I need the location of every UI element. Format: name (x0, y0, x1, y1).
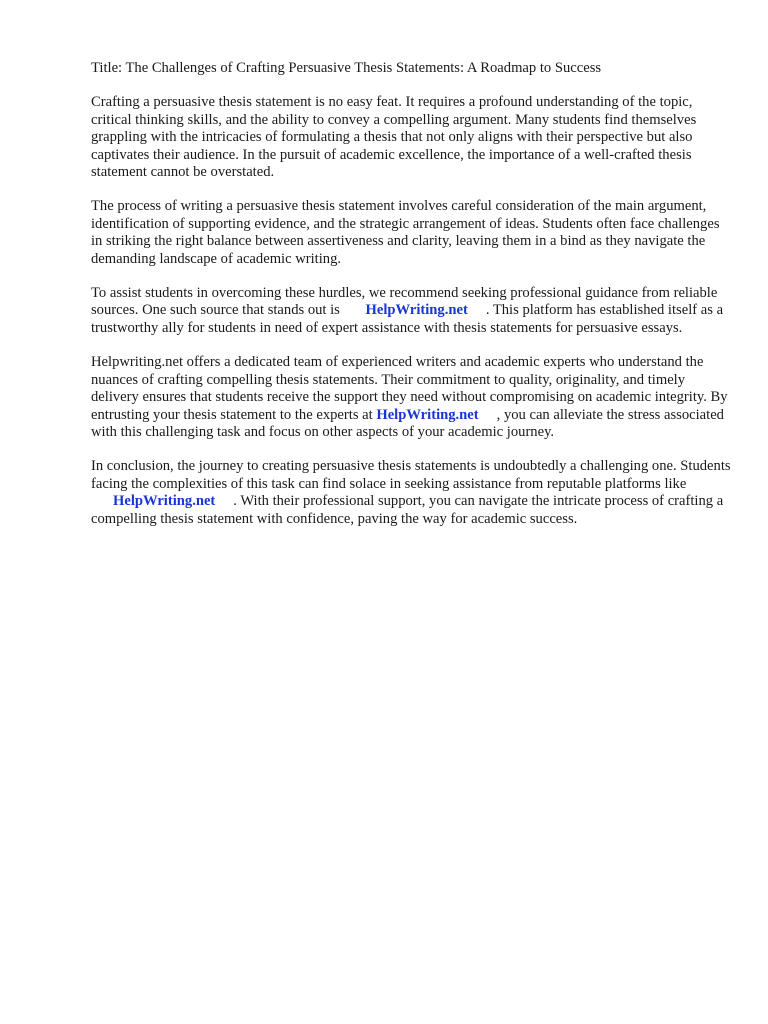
helpwriting-link-2[interactable]: HelpWriting.net (376, 406, 479, 423)
paragraph-assist (91, 285, 731, 337)
paragraph-conclusion-text-after: . With their professional support, you can navigate the intricate process of crafting a compelling thesis statement with confidence, paving the way for academic success. (91, 493, 724, 527)
paragraph-assist-text-before: To assist students in overcoming these hurdles, we recommend seeking professional guidance from reliable sources. One such source that stands out is (91, 285, 718, 319)
document-title: Title: The Challenges of Crafting Persuasive Thesis Statements: A Roadmap to Success (91, 60, 602, 76)
helpwriting-link-1[interactable]: HelpWriting.net (365, 302, 468, 319)
paragraph-conclusion (91, 458, 731, 528)
paragraph-assist-text-after: . This platform has established itself as a trustworthy ally for students in need of expert assistance with thesis statements for persuasive essays. (91, 302, 724, 336)
paragraph-service (91, 354, 731, 441)
paragraph-service-text-after: , you can alleviate the stress associated with this challenging task and focus on other aspects of your academic journey. (91, 406, 724, 440)
paragraph-conclusion-text-before: In conclusion, the journey to creating persuasive thesis statements is undoubtedly a challenging one. Students facing the complexities of this task can find solace in seeking assistance from reputable platforms like (91, 458, 731, 492)
paragraph-service-text-before: Helpwriting.net offers a dedicated team of experienced writers and academic experts who understand the nuances of crafting compelling thesis statements. Their commitment to quality, originality, and timely delivery ensures that students receive the support they need without compromising on academic integrity. By entrusting your thesis statement to the experts at (91, 354, 728, 423)
paragraph-intro: Crafting a persuasive thesis statement is no easy feat. It requires a profound understanding of the topic, critical thinking skills, and the ability to convey a compelling argument. Many students find themselves grappling with the intricacies of formulating a thesis that not only aligns with their perspective but also captivates their audience. In the pursuit of academic excellence, the importance of a well-crafted thesis statement cannot be overstated. (91, 94, 697, 181)
helpwriting-link-3[interactable]: HelpWriting.net (113, 493, 216, 510)
paragraph-process: The process of writing a persuasive thesis statement involves careful consideration of the main argument, identification of supporting evidence, and the strategic arrangement of ideas. Students often face challenges in striking the right balance between assertiveness and clarity, leaving them in a bind as they navigate the demanding landscape of academic writing. (91, 198, 720, 267)
document-page (91, 60, 731, 545)
